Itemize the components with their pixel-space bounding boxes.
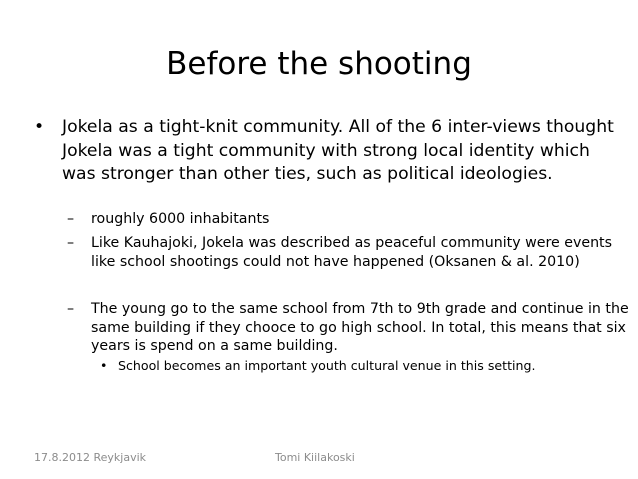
dash-icon: – [67,235,75,251]
footer-author: Tomi Kiilakoski [275,451,355,464]
sub-bullet-text: roughly 6000 inhabitants [91,211,270,227]
slide-title: Before the shooting [166,46,472,82]
dash-icon: – [67,301,75,317]
bullet-icon: • [34,117,45,137]
bullet-icon: • [100,358,108,373]
sub-sub-bullet-item [100,357,620,374]
sub-bullet-text: The young go to the same school from 7th to 9th grade and continue in the same building if they chooce to go high school. In total, this means that six years is spend on a same building. [91,301,629,354]
dash-icon: – [67,211,75,227]
sub-bullet-text: Like Kauhajoki, Jokela was described as peaceful community were events like school shootings could not have happened (Oksanen & al. 2010) [91,235,613,270]
footer-date-location: 17.8.2012 Reykjavik [34,451,147,464]
main-bullet-item [34,116,619,187]
sub-sub-bullet-text: School becomes an important youth cultural venue in this setting. [118,358,536,373]
sub-bullet-item [67,210,632,229]
sub-bullet-item [67,234,632,271]
sub-bullet-item [67,300,632,356]
main-bullet-text: Jokela as a tight-knit community. All of the 6 inter-views thought Jokela was a tight community with strong local identity which was stronger than other ties, such as political ideologies. [62,117,614,184]
